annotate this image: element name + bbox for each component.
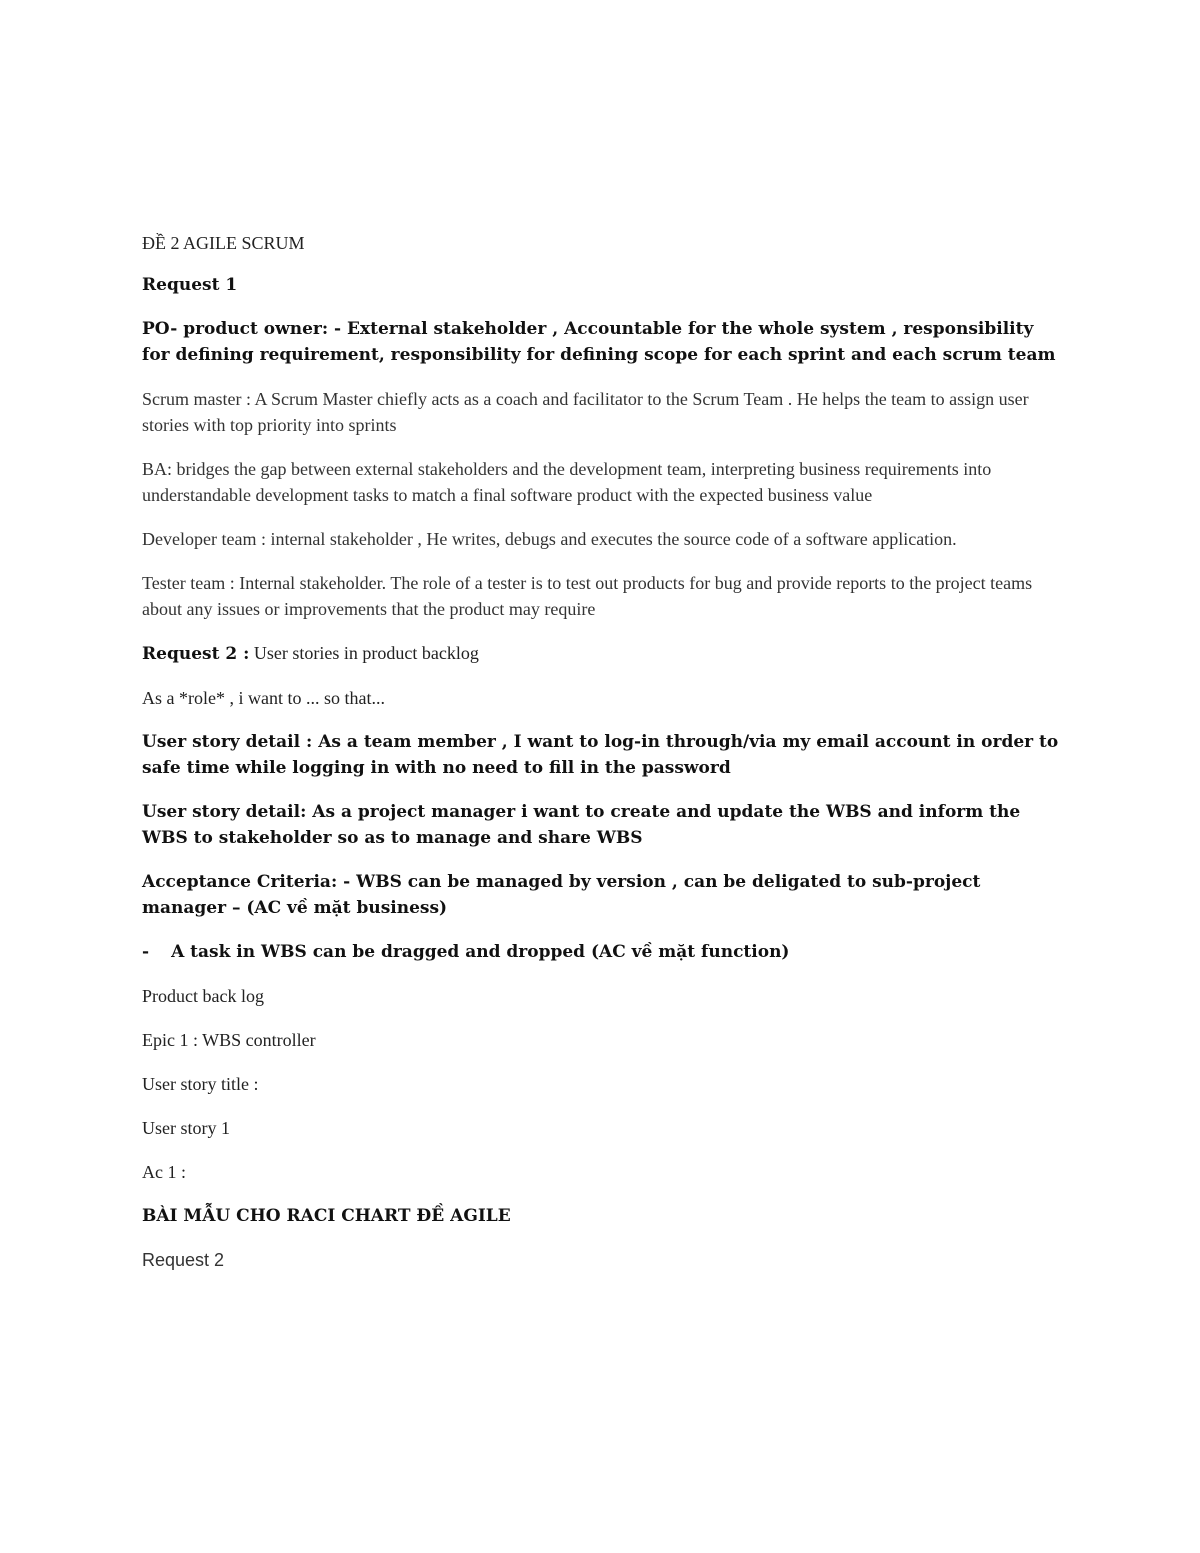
request-2-text: User stories in product backlog (253, 643, 479, 663)
ac-1: Ac 1 : (142, 1162, 186, 1182)
acceptance-criteria: Acceptance Criteria: - WBS can be managed by version , can be deligated to sub-project manager – (AC về mặt business) (142, 872, 981, 918)
epic-1: Epic 1 : WBS controller (142, 1030, 316, 1050)
developer-team-paragraph: Developer team : internal stakeholder , He writes, debugs and executes the source code of a software application. (142, 529, 957, 549)
scrum-master-paragraph: Scrum master : A Scrum Master chiefly acts as a coach and facilitator to the Scrum Team . He helps the team to assign user stories with top priority into sprints (142, 389, 1029, 435)
bullet-dash: - (142, 942, 150, 962)
sample-raci-heading: BÀI MẪU CHO RACI CHART ĐỀ AGILE (142, 1206, 511, 1226)
product-backlog: Product back log (142, 986, 264, 1006)
user-story-detail-2: User story detail: As a project manager i want to create and update the WBS and inform the WBS to stakeholder so as to manage and share WBS (142, 802, 1021, 848)
user-story-title: User story title : (142, 1074, 259, 1094)
bullet-text: A task in WBS can be dragged and dropped (AC về mặt function) (171, 942, 790, 962)
as-a-role-line: As a *role* , i want to ... so that... (142, 688, 385, 708)
request-2-line (142, 640, 1062, 667)
ba-paragraph: BA: bridges the gap between external stakeholders and the development team, interpreting business requirements into understandable development tasks to match a final software product with the expected business value (142, 459, 992, 505)
document-title: ĐỀ 2 AGILE SCRUM (142, 233, 305, 253)
request-2-bottom: Request 2 (142, 1250, 225, 1270)
tester-team-paragraph: Tester team : Internal stakeholder. The role of a tester is to test out products for bug and provide reports to the project teams about any issues or improvements that the product may require (142, 573, 1033, 619)
document-content (142, 230, 1062, 1291)
request-1-heading: Request 1 (142, 275, 238, 295)
po-paragraph: PO- product owner: - External stakeholder , Accountable for the whole system , responsibility for defining requirement, responsibility for defining scope for each sprint and each scrum team (142, 319, 1056, 365)
user-story-1: User story 1 (142, 1118, 230, 1138)
acceptance-criteria-bullet (142, 939, 1062, 965)
user-story-detail-1: User story detail : As a team member , I want to log-in through/via my email account in order to safe time while logging in with no need to fill in the password (142, 732, 1059, 778)
request-2-label: Request 2 : (142, 644, 250, 664)
